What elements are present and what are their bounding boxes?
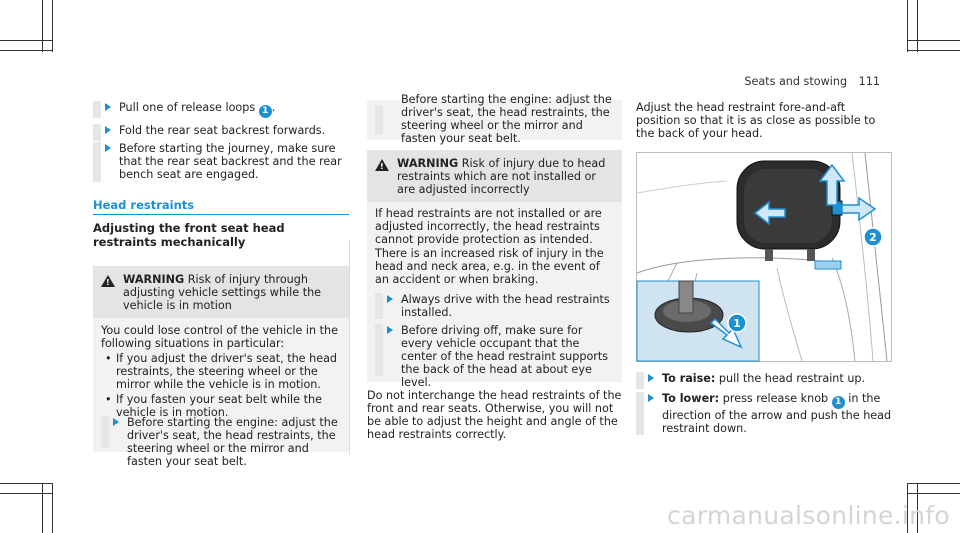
- running-header: [744, 75, 880, 88]
- warning-step: Before starting the engine: adjust the driver's seat, the head restraints, the steering wheel or the mirror and fasten your seat belt.: [101, 416, 341, 448]
- warning-label: WARNING: [397, 157, 459, 170]
- crop-mark: [907, 0, 908, 52]
- watermark: carmanualsonline.info: [667, 501, 950, 530]
- warning-headline: Risk of injury through adjusting vehicle settings while the vehicle is in motion: [123, 273, 322, 312]
- crop-mark: [908, 50, 960, 51]
- head-restraint-figure: [636, 152, 892, 362]
- crop-mark: [0, 493, 52, 494]
- step-arrow-icon: [387, 295, 393, 303]
- warning-step: Before driving off, make sure for every vehicle occupant that the center of the head restraint supports the back of the head at about eye level.: [375, 324, 615, 376]
- warning-intro: You could lose control of the vehicle in the following situations in particular:: [101, 324, 339, 350]
- crop-mark: [42, 0, 43, 52]
- section-title: Head restraints: [93, 198, 195, 212]
- warning-box-continued: [367, 93, 622, 145]
- step-arrow-icon: [105, 126, 111, 134]
- warning-label: WARNING: [123, 273, 185, 286]
- warning-step-continued: Before starting the engine: adjust the driver's seat, the head restraints, the steering wheel or the mirror and fasten your seat belt.: [375, 106, 615, 134]
- warning-para: There is an increased risk of injury in the head and neck area, e.g. in the event of an accident or when braking.: [375, 247, 604, 286]
- warning-step: Always drive with the head restraints installed.: [375, 293, 615, 319]
- crop-mark: [0, 50, 52, 51]
- crop-mark: [917, 0, 918, 52]
- section-rule: [93, 214, 349, 215]
- raise-label: To raise:: [662, 372, 716, 385]
- subsection-title: Adjusting the front seat head restraints mechanically: [93, 221, 285, 249]
- lower-label: To lower:: [662, 392, 720, 405]
- step-check-engaged: Before starting the journey, make sure that the rear seat backrest and the rear bench seat are engaged.: [93, 142, 343, 182]
- step-arrow-icon: [648, 394, 654, 402]
- callout-2-label: 2: [869, 231, 877, 244]
- crop-mark: [52, 0, 53, 52]
- crop-mark: [908, 493, 960, 494]
- header-section: Seats and stowing: [744, 75, 848, 88]
- step-lower: To lower: press release knob 1 in the direction of the arrow and push the head restraint down.: [636, 392, 892, 435]
- intro-paragraph: Adjust the head restraint fore-and-aft position so that it is as close as possible to the back of your head.: [636, 101, 876, 140]
- page-number: 111: [858, 75, 880, 88]
- note-paragraph: Do not interchange the head restraints of the front and rear seats. Otherwise, you will not be able to adjust the height and angle of the head restraints correctly.: [367, 389, 622, 441]
- callout-1-badge: 1: [832, 396, 845, 409]
- warning-box-adjusting: ! WARNING Risk of injury through adjusting vehicle settings while the vehicle is in motion You could lose control of the vehicle in the following situations in particular: • If you adjust the driver's seat, the head restraints, the steering wheel or the mirror while the vehicle is in motion. • If you fasten your seat belt while the vehicle is in motion. Before starting the engine: adjust the driver's seat, the head restraints, the steering wheel or the mirror and fasten your seat belt.: [93, 266, 349, 452]
- warning-bullet: • If you adjust the driver's seat, the head restraints, the steering wheel or the mirror while the vehicle is in motion.: [105, 352, 338, 391]
- step-fold-backrest: Fold the rear seat backrest forwards.: [93, 124, 343, 141]
- crop-mark: [52, 483, 53, 533]
- callout-1-label: 1: [733, 317, 741, 330]
- column-divider: [349, 240, 350, 455]
- crop-mark: [908, 483, 960, 484]
- warning-headline: Risk of injury due to head restraints which are not installed or are adjusted incorrectly: [397, 157, 606, 196]
- crop-mark: [0, 483, 52, 484]
- step-arrow-icon: [113, 418, 119, 426]
- warning-bullet: • If you fasten your seat belt while the vehicle is in motion.: [105, 393, 322, 419]
- crop-mark: [0, 40, 52, 41]
- step-arrow-icon: [105, 144, 111, 152]
- crop-mark: [42, 483, 43, 533]
- step-pull-loop: Pull one of release loops 1 .: [93, 101, 343, 118]
- callout-1-badge: 1: [259, 105, 272, 118]
- warning-box-head-restraints: ! WARNING Risk of injury due to head restraints which are not installed or are adjusted incorrectly If head restraints are not installed or are adjusted incorrectly, the head restraints cannot provide protection as intended. There is an increased risk of injury in the head and neck area, e.g. in the event of an accident or when braking. Always drive with the head restraints installed. Before driving off, make sure for every vehicle occupant that the center of the head restraint supports the back of the head at about eye level.: [367, 150, 622, 382]
- crop-mark: [908, 40, 960, 41]
- head-restraint-illustration: [637, 153, 891, 361]
- step-arrow-icon: [648, 374, 654, 382]
- step-arrow-icon: [387, 326, 393, 334]
- warning-para: If head restraints are not installed or are adjusted incorrectly, the head restraints cannot provide protection as intended.: [375, 207, 602, 246]
- step-raise: To raise: pull the head restraint up.: [636, 372, 892, 389]
- step-arrow-icon: [105, 103, 111, 111]
